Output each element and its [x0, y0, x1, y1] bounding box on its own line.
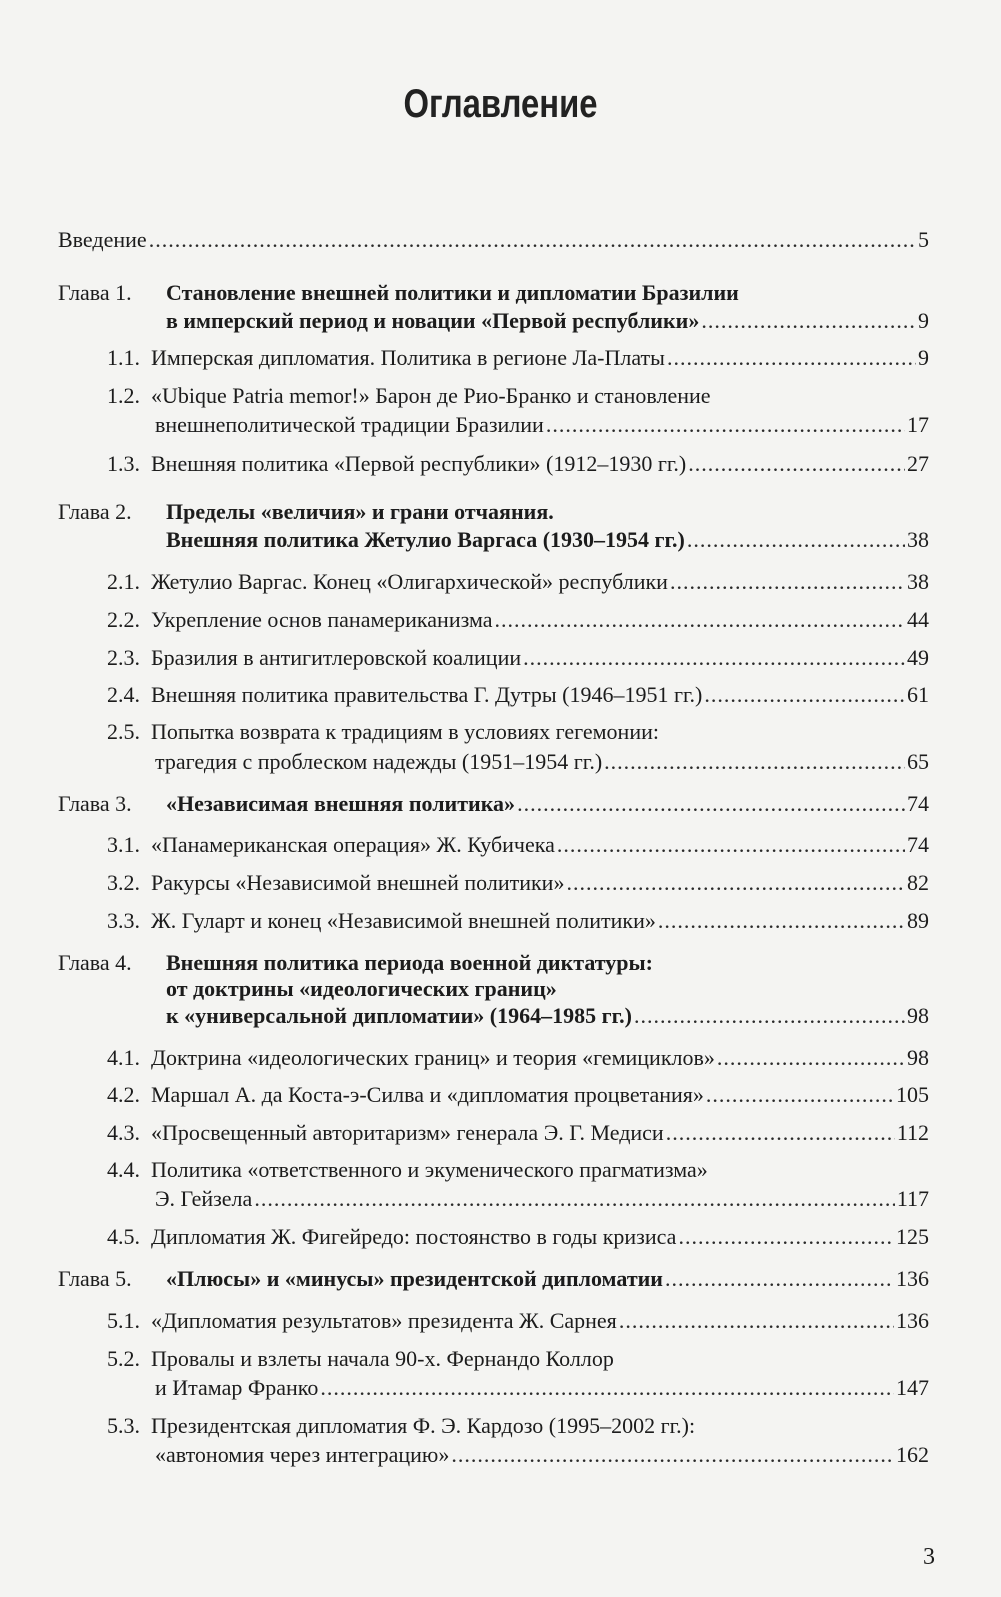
- entry-text: Ж. Гуларт и конец «Независимой внешней политики»: [151, 908, 656, 933]
- section-number: 3.2.: [107, 870, 140, 895]
- dot-leader: [619, 1309, 894, 1333]
- page-number: 38: [907, 569, 929, 594]
- entry-text: Маршал А. да Коста-э-Силва и «дипломатия процветания»: [151, 1082, 704, 1107]
- section-number: 2.3.: [107, 645, 140, 670]
- toc-entry-2-3: [151, 646, 929, 670]
- page-number: 17: [907, 412, 929, 437]
- toc-entry-2-5: [155, 750, 929, 774]
- entry-text: «Плюсы» и «минусы» президентской дипломатии: [166, 1266, 663, 1291]
- page-number: 74: [907, 832, 929, 857]
- section-number: 5.2.: [107, 1346, 140, 1371]
- section-number: 4.2.: [107, 1082, 140, 1107]
- section-number: 1.1.: [107, 345, 140, 370]
- entry-text: «Дипломатия результатов» президента Ж. Сарнея: [151, 1308, 617, 1333]
- toc-entry-1-2: [155, 413, 929, 437]
- chapter-title-line: Становление внешней политики и дипломатии Бразилии: [166, 280, 739, 305]
- chapter-label: Глава 2.: [58, 499, 132, 524]
- entry-text: к «универсальной дипломатии» (1964–1985 гг.): [166, 1003, 632, 1028]
- section-number: 5.3.: [107, 1413, 140, 1438]
- page-number: 44: [907, 607, 929, 632]
- entry-text: Внешняя политика «Первой республики» (1912–1930 гг.): [151, 451, 687, 476]
- entry-text: Доктрина «идеологических границ» и теория «гемициклов»: [151, 1045, 715, 1070]
- section-number: 3.1.: [107, 832, 140, 857]
- page-number: 147: [896, 1375, 929, 1400]
- page-number: 117: [896, 1186, 929, 1211]
- toc-entry-4-5: [151, 1225, 929, 1249]
- toc-entry-3-1: [151, 833, 929, 857]
- dot-leader: [688, 452, 905, 476]
- toc-entry-1-1: [151, 346, 929, 370]
- toc-entry-ch1: [166, 309, 929, 333]
- section-number: 4.3.: [107, 1120, 140, 1145]
- toc-entry-2-2: [151, 608, 929, 632]
- dot-leader: [658, 909, 905, 933]
- page-number: 9: [918, 345, 929, 370]
- page-title: Оглавление: [403, 82, 598, 126]
- toc-entry-intro: [58, 228, 929, 252]
- entry-text-line: Президентская дипломатия Ф. Э. Кардозо (1995–2002 гг.):: [151, 1413, 696, 1438]
- dot-leader: [149, 228, 916, 252]
- page-number: 136: [896, 1308, 929, 1333]
- section-number: 2.4.: [107, 682, 140, 707]
- page-number: 89: [907, 908, 929, 933]
- entry-text: «автономия через интеграцию»: [155, 1442, 450, 1467]
- dot-leader: [717, 1046, 905, 1070]
- toc-entry-1-3: [151, 452, 929, 476]
- toc-entry-4-3: [151, 1121, 929, 1145]
- dot-leader: [320, 1376, 894, 1400]
- entry-text: Э. Гейзела: [155, 1186, 253, 1211]
- section-number: 4.5.: [107, 1224, 140, 1249]
- dot-leader: [557, 833, 905, 857]
- toc-entry-4-2: [151, 1083, 929, 1107]
- dot-leader: [523, 646, 905, 670]
- chapter-label: Глава 4.: [58, 950, 132, 975]
- entry-text: Имперская дипломатия. Политика в регионе Ла-Платы: [151, 345, 665, 370]
- section-number: 4.4.: [107, 1157, 140, 1182]
- entry-text: Дипломатия Ж. Фигейредо: постоянство в годы кризиса: [151, 1224, 677, 1249]
- dot-leader: [701, 309, 916, 333]
- section-number: 1.3.: [107, 451, 140, 476]
- page-number: 38: [907, 527, 929, 552]
- toc-entry-3-3: [151, 909, 929, 933]
- entry-text: Ракурсы «Независимой внешней политики»: [151, 870, 565, 895]
- toc-entry-ch5: [166, 1267, 929, 1291]
- dot-leader: [254, 1187, 895, 1211]
- entry-text: Жетулио Варгас. Конец «Олигархической» республики: [151, 569, 668, 594]
- toc-entry-5-3: [155, 1443, 929, 1467]
- entry-text-line: Попытка возврата к традициям в условиях гегемонии:: [151, 719, 659, 744]
- page-number: 162: [896, 1442, 929, 1467]
- dot-leader: [670, 570, 905, 594]
- page-number: 65: [907, 749, 929, 774]
- dot-leader: [546, 413, 905, 437]
- page-number: 5: [918, 227, 929, 252]
- dot-leader: [517, 792, 905, 816]
- section-number: 2.5.: [107, 719, 140, 744]
- dot-leader: [666, 1121, 895, 1145]
- entry-text: «Просвещенный авторитаризм» генерала Э. Г. Медиси: [151, 1120, 664, 1145]
- dot-leader: [665, 1267, 894, 1291]
- page-number: 105: [896, 1082, 929, 1107]
- entry-text: трагедия с проблеском надежды (1951–1954 гг.): [155, 749, 603, 774]
- page-number: 98: [907, 1045, 929, 1070]
- chapter-label: Глава 1.: [58, 280, 132, 305]
- dot-leader: [634, 1004, 905, 1028]
- page-number: 49: [907, 645, 929, 670]
- entry-text: Внешняя политика Жетулио Варгаса (1930–1954 гг.): [166, 527, 685, 552]
- toc-entry-4-4: [155, 1187, 929, 1211]
- entry-text: Введение: [58, 227, 147, 252]
- chapter-title-line: Пределы «величия» и грани отчаяния.: [166, 499, 554, 524]
- entry-text: внешнеполитической традиции Бразилии: [155, 412, 544, 437]
- entry-text: «Панамериканская операция» Ж. Кубичека: [151, 832, 555, 857]
- dot-leader: [704, 683, 905, 707]
- dot-leader: [667, 346, 916, 370]
- section-number: 4.1.: [107, 1045, 140, 1070]
- page-number: 98: [907, 1003, 929, 1028]
- page-number: 61: [907, 682, 929, 707]
- toc-entry-3-2: [151, 871, 929, 895]
- page-number: 136: [896, 1266, 929, 1291]
- section-number: 1.2.: [107, 383, 140, 408]
- section-number: 5.1.: [107, 1308, 140, 1333]
- dot-leader: [604, 750, 905, 774]
- entry-text: в имперский период и новации «Первой республики»: [166, 308, 700, 333]
- chapter-title-line: Внешняя политика периода военной диктатуры:: [166, 950, 654, 975]
- entry-text-line: Политика «ответственного и экуменического прагматизма»: [151, 1157, 708, 1182]
- dot-leader: [495, 608, 905, 632]
- page-number: 74: [907, 791, 929, 816]
- dot-leader: [566, 871, 905, 895]
- toc-entry-5-1: [151, 1309, 929, 1333]
- section-number: 2.1.: [107, 569, 140, 594]
- dot-leader: [678, 1225, 894, 1249]
- page-folio: 3: [923, 1544, 935, 1570]
- chapter-label: Глава 3.: [58, 791, 132, 816]
- entry-text-line: «Ubique Patria memor!» Барон де Рио-Бранко и становление: [151, 383, 711, 408]
- section-number: 2.2.: [107, 607, 140, 632]
- entry-text: Укрепление основ панамериканизма: [151, 607, 493, 632]
- page-number: 82: [907, 870, 929, 895]
- toc-entry-4-1: [151, 1046, 929, 1070]
- chapter-label: Глава 5.: [58, 1266, 132, 1291]
- entry-text: «Независимая внешняя политика»: [166, 791, 516, 816]
- page-number: 27: [907, 451, 929, 476]
- page-number: 125: [896, 1224, 929, 1249]
- toc-entry-ch4: [166, 1004, 929, 1028]
- entry-text: Внешняя политика правительства Г. Дутры (1946–1951 гг.): [151, 682, 703, 707]
- entry-text: Бразилия в антигитлеровской коалиции: [151, 645, 522, 670]
- toc-entry-2-4: [151, 683, 929, 707]
- dot-leader: [706, 1083, 894, 1107]
- chapter-title-line: от доктрины «идеологических границ»: [166, 976, 557, 1001]
- toc-entry-ch2: [166, 528, 929, 552]
- page-number: 9: [918, 308, 929, 333]
- toc-entry-5-2: [155, 1376, 929, 1400]
- toc-entry-ch3: [166, 792, 929, 816]
- entry-text: и Итамар Франко: [155, 1375, 319, 1400]
- page-number: 112: [896, 1120, 929, 1145]
- entry-text-line: Провалы и взлеты начала 90-х. Фернандо Коллор: [151, 1346, 614, 1371]
- toc-entry-2-1: [151, 570, 929, 594]
- section-number: 3.3.: [107, 908, 140, 933]
- dot-leader: [687, 528, 905, 552]
- dot-leader: [451, 1443, 894, 1467]
